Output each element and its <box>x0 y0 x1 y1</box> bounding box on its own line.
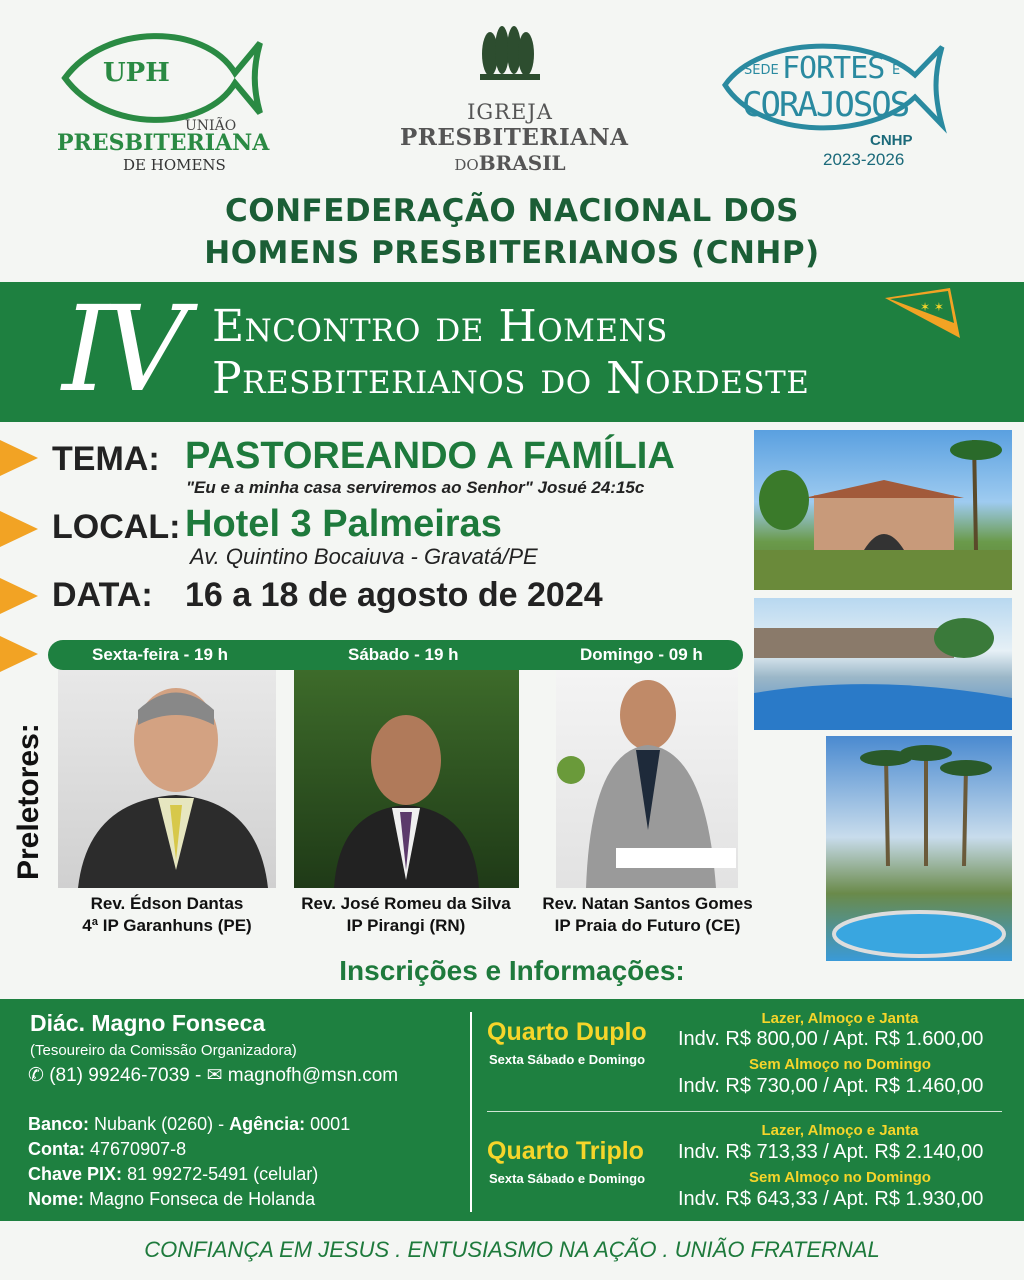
tema-value: PASTOREANDO A FAMÍLIA <box>185 435 675 477</box>
burning-bush-icon <box>470 24 550 84</box>
data-value: 16 a 18 de agosto de 2024 <box>185 576 603 614</box>
uph-line2: PRESBITERIANA <box>57 130 270 156</box>
cnhp-line1a: SEDE <box>744 63 779 78</box>
org-title-line2: HOMENS PRESBITERIANOS (CNHP) <box>204 235 820 271</box>
pool-icon <box>754 598 1012 730</box>
local-address: Av. Quintino Bocaiuva - Gravatá/PE <box>190 544 538 569</box>
preletores-label <box>10 700 50 880</box>
speaker-church: IP Praia do Futuro (CE) <box>554 916 741 935</box>
speaker-name: Rev. José Romeu da Silva <box>301 894 511 913</box>
speaker-photo <box>556 670 738 888</box>
mail-icon: ✉ <box>206 1065 223 1086</box>
cnhp-org: CNHP <box>870 132 913 149</box>
nome-row <box>28 1189 315 1210</box>
ipb-line3a: DO <box>454 156 479 174</box>
speaker-slot: Sexta-feira - 19 h <box>92 645 229 664</box>
nome-value: Magno Fonseca de Holanda <box>89 1189 316 1209</box>
room-days: Sexta Sábado e Domingo <box>489 1052 646 1067</box>
hotel-photo <box>754 430 1012 590</box>
speaker-slot: Domingo - 09 h <box>580 645 703 664</box>
price-option-label: Lazer, Almoço e Janta <box>761 1122 919 1139</box>
contact-name: Diác. Magno Fonseca <box>30 1010 266 1036</box>
ipb-line3b: BRASIL <box>478 151 566 175</box>
data-label: DATA: <box>52 576 153 614</box>
agencia-label: Agência: <box>229 1114 306 1134</box>
ipb-line1: IGREJA <box>467 100 553 124</box>
contact-separator: - <box>194 1065 202 1086</box>
hotel-photo <box>754 598 1012 730</box>
bank-row: Banco: Nubank (0260) - Agência: 0001 <box>28 1114 351 1134</box>
arrow-icon <box>0 636 38 672</box>
speaker-photo <box>58 670 276 888</box>
cnhp-line2: CORAJOSOS <box>742 85 909 125</box>
banco-value: Nubank (0260) <box>94 1114 214 1134</box>
horizontal-divider <box>487 1111 1002 1112</box>
banco-label: Banco: <box>28 1114 90 1134</box>
speaker-church: 4ª IP Garanhuns (PE) <box>82 916 252 935</box>
price-option-label: Sem Almoço no Domingo <box>749 1169 931 1186</box>
speaker-name: Rev. Édson Dantas <box>90 894 244 913</box>
ipb-logo <box>400 22 629 175</box>
motto: CONFIANÇA EM JESUS . ENTUSIASMO NA AÇÃO . UNIÃO FRATERNAL <box>144 1237 880 1262</box>
contact-email[interactable]: magnofh@msn.com <box>227 1065 399 1086</box>
person-icon <box>294 670 519 888</box>
whatsapp-icon: ✆ <box>28 1065 44 1086</box>
contact-phone[interactable]: (81) 99246-7039 <box>49 1065 190 1086</box>
room-type: Quarto Triplo <box>487 1137 644 1165</box>
price-option-label: Sem Almoço no Domingo <box>749 1056 931 1073</box>
room-days: Sexta Sábado e Domingo <box>489 1171 646 1186</box>
svg-text:✶ ✶: ✶ ✶ <box>920 300 944 314</box>
cnhp-years: 2023-2026 <box>823 150 905 169</box>
banner-roman-numeral: IV <box>62 280 182 418</box>
info-title: Inscrições e Informações: <box>339 955 685 986</box>
vertical-divider <box>470 1012 472 1212</box>
person-icon <box>556 670 738 888</box>
pix-value: 81 99272-5491 (celular) <box>127 1164 319 1184</box>
ipb-line2: PRESBITERIANA <box>400 124 629 151</box>
contact-phone-row <box>28 1064 398 1087</box>
price-option-value: Indv. R$ 730,00 / Apt. R$ 1.460,00 <box>678 1075 984 1097</box>
speaker-name: Rev. Natan Santos Gomes <box>542 894 753 913</box>
speaker-church: IP Pirangi (RN) <box>346 916 466 935</box>
person-icon <box>58 670 276 888</box>
uph-logo <box>55 28 270 178</box>
price-option-value: Indv. R$ 643,33 / Apt. R$ 1.930,00 <box>678 1188 984 1210</box>
hotel-photo <box>826 736 1012 961</box>
contact-role: (Tesoureiro da Comissão Organizadora) <box>30 1042 297 1059</box>
hotel-building-icon <box>754 430 1012 590</box>
conta-label: Conta: <box>28 1139 85 1159</box>
cnhp-line1b: FORTES <box>782 51 885 86</box>
conta-row <box>28 1139 186 1160</box>
arrow-icon <box>0 578 38 614</box>
room-type: Quarto Duplo <box>487 1018 647 1046</box>
nome-label: Nome: <box>28 1189 85 1209</box>
banner-line2: Presbiterianos do Nordeste <box>212 353 810 404</box>
pix-row <box>28 1164 318 1185</box>
arrow-icon <box>0 440 38 476</box>
price-option-label: Lazer, Almoço e Janta <box>761 1010 919 1027</box>
cnhp-logo <box>720 35 960 175</box>
preletores-text: Preletores: <box>12 723 45 880</box>
palm-trees-icon <box>826 736 1012 961</box>
tema-verse: "Eu e a minha casa serviremos ao Senhor" Josué 24:15c <box>186 478 645 497</box>
price-option-value: Indv. R$ 800,00 / Apt. R$ 1.600,00 <box>678 1028 984 1050</box>
speaker-photo <box>294 670 519 888</box>
uph-line1: UNIÃO <box>185 118 237 134</box>
org-title-line1: CONFEDERAÇÃO NACIONAL DOS <box>224 193 800 229</box>
local-label: LOCAL: <box>52 508 181 546</box>
banner-line1: Encontro de Homens <box>212 301 668 352</box>
arrow-icon <box>0 511 38 547</box>
uph-abbr: UPH <box>103 58 170 88</box>
pix-label: Chave PIX: <box>28 1164 123 1184</box>
tema-label: TEMA: <box>52 440 160 478</box>
org-title <box>0 190 1024 274</box>
uph-line3: DE HOMENS <box>123 156 226 174</box>
conta-value: 47670907-8 <box>90 1139 187 1159</box>
cangaceiro-hat-icon <box>880 283 965 353</box>
price-option-value: Indv. R$ 713,33 / Apt. R$ 2.140,00 <box>678 1141 984 1163</box>
cnhp-line1c: E <box>892 63 901 78</box>
agencia-value: 0001 <box>310 1114 351 1134</box>
speaker-slot: Sábado - 19 h <box>348 645 459 664</box>
local-value: Hotel 3 Palmeiras <box>185 503 502 545</box>
